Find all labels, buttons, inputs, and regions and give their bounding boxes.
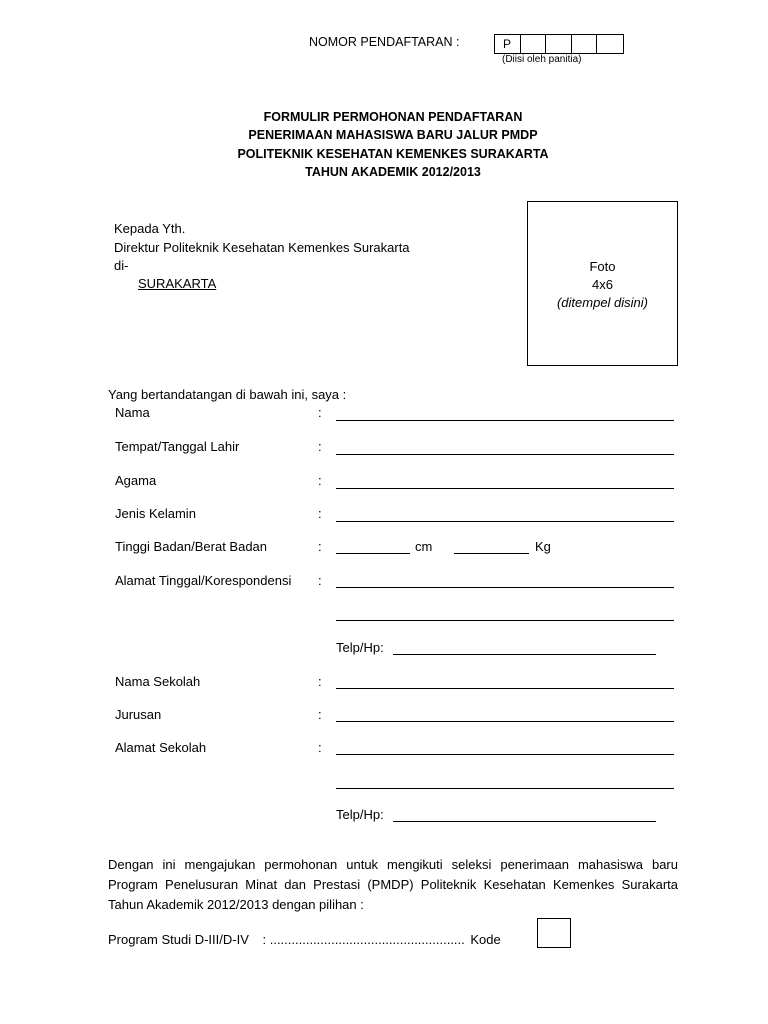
- agama-input-line[interactable]: [336, 488, 674, 489]
- form-title-line-4: TAHUN AKADEMIK 2012/2013: [305, 165, 481, 179]
- photo-box: [527, 201, 678, 366]
- program-input-dots[interactable]: : ......................................................: [262, 932, 465, 947]
- kode-box[interactable]: [537, 918, 571, 948]
- registration-number-label: NOMOR PENDAFTARAN :: [309, 35, 460, 49]
- photo-size: 4x6: [592, 277, 613, 292]
- field-label-alamat-sekolah: Alamat Sekolah: [115, 740, 207, 755]
- registration-number-boxes[interactable]: [494, 34, 624, 54]
- registration-box-5[interactable]: [597, 35, 623, 53]
- registration-box-2[interactable]: [521, 35, 547, 53]
- jenis-kelamin-input-line[interactable]: [336, 521, 674, 522]
- form-title-line-1: FORMULIR PERMOHONAN PENDAFTARAN: [263, 110, 523, 124]
- program-row: [108, 932, 501, 947]
- field-label-jurusan: Jurusan: [115, 707, 162, 722]
- field-label-ttl: Tempat/Tanggal Lahir: [115, 439, 240, 454]
- registration-box-4[interactable]: [572, 35, 598, 53]
- kode-label: Kode: [470, 932, 501, 947]
- intro-text: Yang bertandatangan di bawah ini, saya :: [108, 387, 347, 402]
- jurusan-input-line[interactable]: [336, 721, 674, 722]
- application-statement: Dengan ini mengajukan permohonan untuk mengikuti seleksi penerimaan mahasiswa baru Program Penelusuran Minat dan Prestasi (PMDP) Politeknik Kesehatan Kemenkes Surakarta Tahun Akademik 2012/2013 dengan pilihan :: [108, 857, 678, 912]
- field-label-tinggi-berat: Tinggi Badan/Berat Badan: [115, 539, 268, 554]
- registration-box-3[interactable]: [546, 35, 572, 53]
- field-colon: :: [318, 539, 322, 554]
- alamat-input-line-1[interactable]: [336, 587, 674, 588]
- address-line-2: Direktur Politeknik Kesehatan Kemenkes Surakarta: [114, 240, 410, 255]
- address-line-3: di-: [114, 258, 129, 273]
- telp-label: Telp/Hp:: [336, 640, 384, 655]
- alamat-input-line-2[interactable]: [336, 620, 674, 621]
- registration-note: (Diisi oleh panitia): [502, 54, 582, 65]
- photo-label: Foto: [589, 259, 616, 274]
- tinggi-badan-input-line[interactable]: [336, 553, 410, 554]
- kg-unit: Kg: [535, 539, 551, 554]
- nama-sekolah-input-line[interactable]: [336, 688, 674, 689]
- telp-input-line[interactable]: [393, 654, 656, 655]
- telp-sekolah-input-line[interactable]: [393, 821, 656, 822]
- field-label-nama-sekolah: Nama Sekolah: [115, 674, 201, 689]
- field-label-agama: Agama: [115, 473, 157, 488]
- alamat-sekolah-input-line-1[interactable]: [336, 754, 674, 755]
- field-colon: :: [318, 506, 322, 521]
- field-colon: :: [318, 573, 322, 588]
- telp-sekolah-label: Telp/Hp:: [336, 807, 384, 822]
- address-line-1: Kepada Yth.: [114, 221, 186, 236]
- registration-box-1[interactable]: P: [495, 35, 521, 53]
- ttl-input-line[interactable]: [336, 454, 674, 455]
- field-colon: :: [318, 707, 322, 722]
- photo-instruction: (ditempel disini): [556, 295, 649, 310]
- berat-badan-input-line[interactable]: [454, 553, 529, 554]
- field-colon: :: [318, 740, 322, 755]
- address-city: SURAKARTA: [138, 276, 217, 291]
- field-label-nama: Nama: [115, 405, 150, 420]
- program-label: Program Studi D-III/D-IV: [108, 932, 249, 947]
- cm-unit: cm: [415, 539, 433, 554]
- field-colon: :: [318, 405, 322, 420]
- form-title-line-3: POLITEKNIK KESEHATAN KEMENKES SURAKARTA: [237, 147, 549, 161]
- alamat-sekolah-input-line-2[interactable]: [336, 788, 674, 789]
- field-colon: :: [318, 473, 322, 488]
- form-title-line-2: PENERIMAAN MAHASISWA BARU JALUR PMDP: [248, 128, 538, 142]
- nama-input-line[interactable]: [336, 420, 674, 421]
- field-label-jenis-kelamin: Jenis Kelamin: [115, 506, 196, 521]
- field-colon: :: [318, 674, 322, 689]
- field-colon: :: [318, 439, 322, 454]
- field-label-alamat: Alamat Tinggal/Korespondensi: [115, 573, 292, 588]
